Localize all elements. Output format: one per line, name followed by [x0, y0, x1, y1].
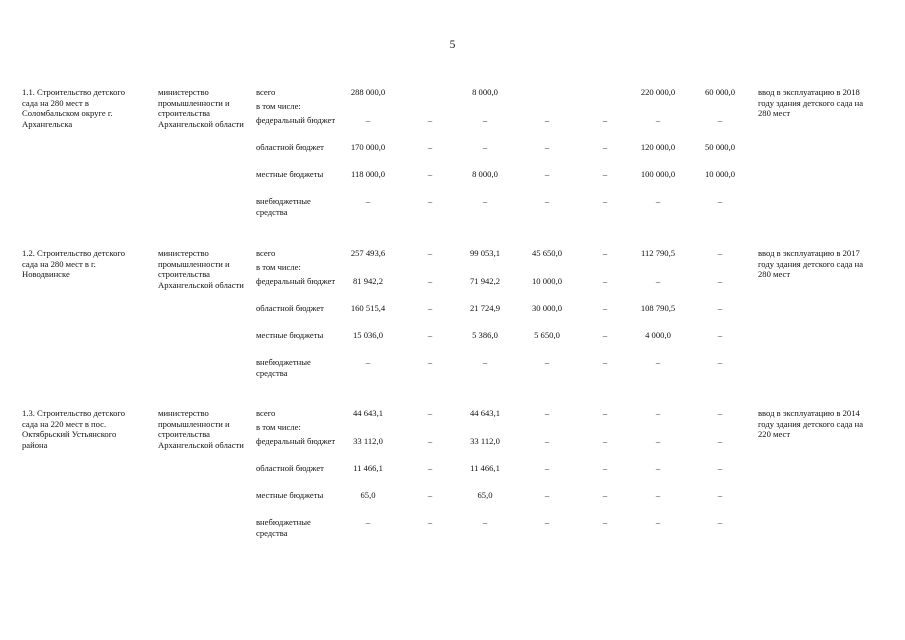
funding-value-cell: – [717, 330, 723, 340]
funding-value-cell: – [427, 463, 433, 473]
funding-value-cell: 44 643,1 [469, 408, 501, 418]
funding-row [0, 490, 905, 516]
funding-source-label: областной бюджет [256, 463, 324, 473]
project-result: ввод в эксплуатацию в 2014 году здания детского сада на 220 мест [758, 408, 864, 439]
funding-value-cell: – [602, 115, 608, 125]
funding-value-cell: – [717, 276, 723, 286]
funding-value-cell: – [602, 408, 608, 418]
funding-value-cell: – [717, 408, 723, 418]
funding-value-cell: 10 000,0 [704, 169, 736, 179]
funding-value-cell: – [655, 357, 661, 367]
funding-source-label: федеральный бюджет [256, 436, 336, 446]
funding-row [0, 142, 905, 168]
funding-value-cell: – [544, 142, 550, 152]
funding-value-cell: 60 000,0 [704, 87, 736, 97]
funding-value-cell: – [427, 436, 433, 446]
funding-value-cell: – [544, 169, 550, 179]
funding-value-cell: – [602, 436, 608, 446]
funding-value-cell: – [717, 463, 723, 473]
funding-value-cell: 99 053,1 [469, 248, 501, 258]
funding-value-cell: – [602, 490, 608, 500]
funding-value-cell: 71 942,2 [469, 276, 501, 286]
funding-value-cell: 21 724,9 [469, 303, 501, 313]
project-executor: министерство промышленности и строительства Архангельской области [158, 87, 244, 129]
funding-value-cell: – [544, 436, 550, 446]
funding-value-cell: – [655, 196, 661, 206]
funding-source-label: всего [256, 248, 276, 258]
funding-value-cell: 65,0 [477, 490, 493, 500]
funding-value-cell: 8 000,0 [472, 87, 498, 97]
funding-value-cell: – [717, 517, 723, 527]
funding-value-cell: – [482, 142, 488, 152]
funding-value-cell: – [482, 196, 488, 206]
funding-row [0, 115, 905, 141]
funding-value-cell: – [602, 463, 608, 473]
funding-value-cell: 33 112,0 [470, 436, 500, 446]
funding-row [0, 330, 905, 356]
funding-value-cell: – [602, 248, 608, 258]
funding-source-label: местные бюджеты [256, 169, 324, 179]
funding-value-cell: 81 942,2 [352, 276, 384, 286]
funding-value-cell: 220 000,0 [640, 87, 676, 97]
funding-source-label: в том числе: [256, 101, 301, 111]
funding-value-cell: 257 493,6 [350, 248, 386, 258]
funding-row [0, 276, 905, 302]
project-name: 1.3. Строительство детского сада на 220 мест в пос. Октябрьский Устьянского района [22, 408, 126, 450]
funding-value-cell: – [427, 196, 433, 206]
project-name: 1.1. Строительство детского сада на 280 мест в Соломбальском округе г. Архангельска [22, 87, 126, 129]
funding-value-cell: 65,0 [360, 490, 376, 500]
funding-source-label: в том числе: [256, 262, 301, 272]
funding-value-cell: 11 466,1 [353, 463, 383, 473]
funding-value-cell: 30 000,0 [531, 303, 563, 313]
funding-value-cell: – [365, 196, 371, 206]
project-executor: министерство промышленности и строительства Архангельской области [158, 408, 244, 450]
funding-value-cell: – [427, 303, 433, 313]
funding-value-cell: – [655, 276, 661, 286]
funding-value-cell: – [655, 463, 661, 473]
funding-value-cell: – [427, 115, 433, 125]
funding-value-cell: 50 000,0 [704, 142, 736, 152]
funding-value-cell: 288 000,0 [350, 87, 386, 97]
funding-value-cell: – [544, 517, 550, 527]
funding-row [0, 303, 905, 329]
funding-value-cell: – [602, 196, 608, 206]
funding-value-cell: 5 386,0 [472, 330, 498, 340]
funding-value-cell: – [655, 517, 661, 527]
funding-value-cell: – [602, 517, 608, 527]
funding-value-cell: – [427, 517, 433, 527]
funding-value-cell: 5 650,0 [534, 330, 560, 340]
funding-value-cell: – [427, 142, 433, 152]
funding-row [0, 357, 905, 383]
funding-value-cell: – [427, 408, 433, 418]
funding-value-cell: – [427, 248, 433, 258]
project-block [0, 408, 905, 558]
funding-value-cell: 118 000,0 [350, 169, 386, 179]
funding-value-cell: – [655, 115, 661, 125]
project-block [0, 248, 905, 398]
funding-source-label: внебюджетные средства [256, 196, 311, 217]
funding-value-cell: 112 790,5 [640, 248, 676, 258]
funding-row [0, 463, 905, 489]
funding-value-cell: 108 790,5 [640, 303, 676, 313]
funding-value-cell: 160 515,4 [350, 303, 386, 313]
funding-value-cell: – [544, 490, 550, 500]
funding-value-cell: 100 000,0 [640, 169, 676, 179]
funding-value-cell: – [655, 490, 661, 500]
funding-value-cell: – [427, 357, 433, 367]
funding-value-cell: 11 466,1 [470, 463, 500, 473]
funding-value-cell: – [602, 330, 608, 340]
funding-value-cell: – [544, 357, 550, 367]
funding-value-cell: – [655, 436, 661, 446]
funding-source-label: местные бюджеты [256, 490, 324, 500]
funding-value-cell: – [427, 490, 433, 500]
funding-source-label: в том числе: [256, 422, 301, 432]
funding-value-cell: – [717, 357, 723, 367]
funding-value-cell: 44 643,1 [352, 408, 384, 418]
funding-source-label: внебюджетные средства [256, 517, 311, 538]
funding-value-cell: – [717, 248, 723, 258]
funding-value-cell: – [717, 115, 723, 125]
funding-value-cell: – [427, 169, 433, 179]
funding-value-cell: – [544, 463, 550, 473]
funding-source-label: всего [256, 87, 276, 97]
project-name: 1.2. Строительство детского сада на 280 мест в г. Новодвинске [22, 248, 126, 279]
funding-row [0, 436, 905, 462]
funding-value-cell: – [365, 115, 371, 125]
funding-value-cell: – [427, 276, 433, 286]
funding-value-cell: – [602, 142, 608, 152]
funding-value-cell: – [602, 169, 608, 179]
funding-value-cell: 45 650,0 [531, 248, 563, 258]
funding-value-cell: 15 036,0 [352, 330, 384, 340]
funding-value-cell: – [482, 517, 488, 527]
funding-value-cell: 10 000,0 [531, 276, 563, 286]
funding-source-label: федеральный бюджет [256, 276, 336, 286]
funding-value-cell: – [365, 517, 371, 527]
funding-value-cell: – [602, 303, 608, 313]
funding-row [0, 517, 905, 543]
funding-value-cell: 120 000,0 [640, 142, 676, 152]
funding-source-label: внебюджетные средства [256, 357, 311, 378]
project-block [0, 87, 905, 237]
funding-source-label: местные бюджеты [256, 330, 324, 340]
project-result: ввод в эксплуатацию в 2017 году здания детского сада на 280 мест [758, 248, 864, 279]
funding-value-cell: – [427, 330, 433, 340]
funding-source-label: областной бюджет [256, 142, 324, 152]
page-number: 5 [449, 39, 456, 51]
funding-value-cell: 33 112,0 [353, 436, 383, 446]
funding-value-cell: – [602, 357, 608, 367]
funding-source-label: федеральный бюджет [256, 115, 336, 125]
funding-value-cell: – [544, 196, 550, 206]
funding-value-cell: – [544, 408, 550, 418]
funding-value-cell: – [482, 115, 488, 125]
funding-value-cell: – [717, 196, 723, 206]
funding-value-cell: 4 000,0 [645, 330, 671, 340]
funding-value-cell: – [602, 276, 608, 286]
funding-value-cell: – [717, 303, 723, 313]
funding-row [0, 169, 905, 195]
funding-value-cell: – [482, 357, 488, 367]
funding-row [0, 196, 905, 222]
funding-source-label: областной бюджет [256, 303, 324, 313]
funding-value-cell: – [655, 408, 661, 418]
project-executor: министерство промышленности и строительства Архангельской области [158, 248, 244, 290]
funding-value-cell: – [544, 115, 550, 125]
funding-value-cell: – [717, 490, 723, 500]
funding-value-cell: – [717, 436, 723, 446]
project-result: ввод в эксплуатацию в 2018 году здания детского сада на 280 мест [758, 87, 864, 118]
funding-value-cell: 8 000,0 [472, 169, 498, 179]
funding-value-cell: 170 000,0 [350, 142, 386, 152]
funding-source-label: всего [256, 408, 276, 418]
funding-value-cell: – [365, 357, 371, 367]
